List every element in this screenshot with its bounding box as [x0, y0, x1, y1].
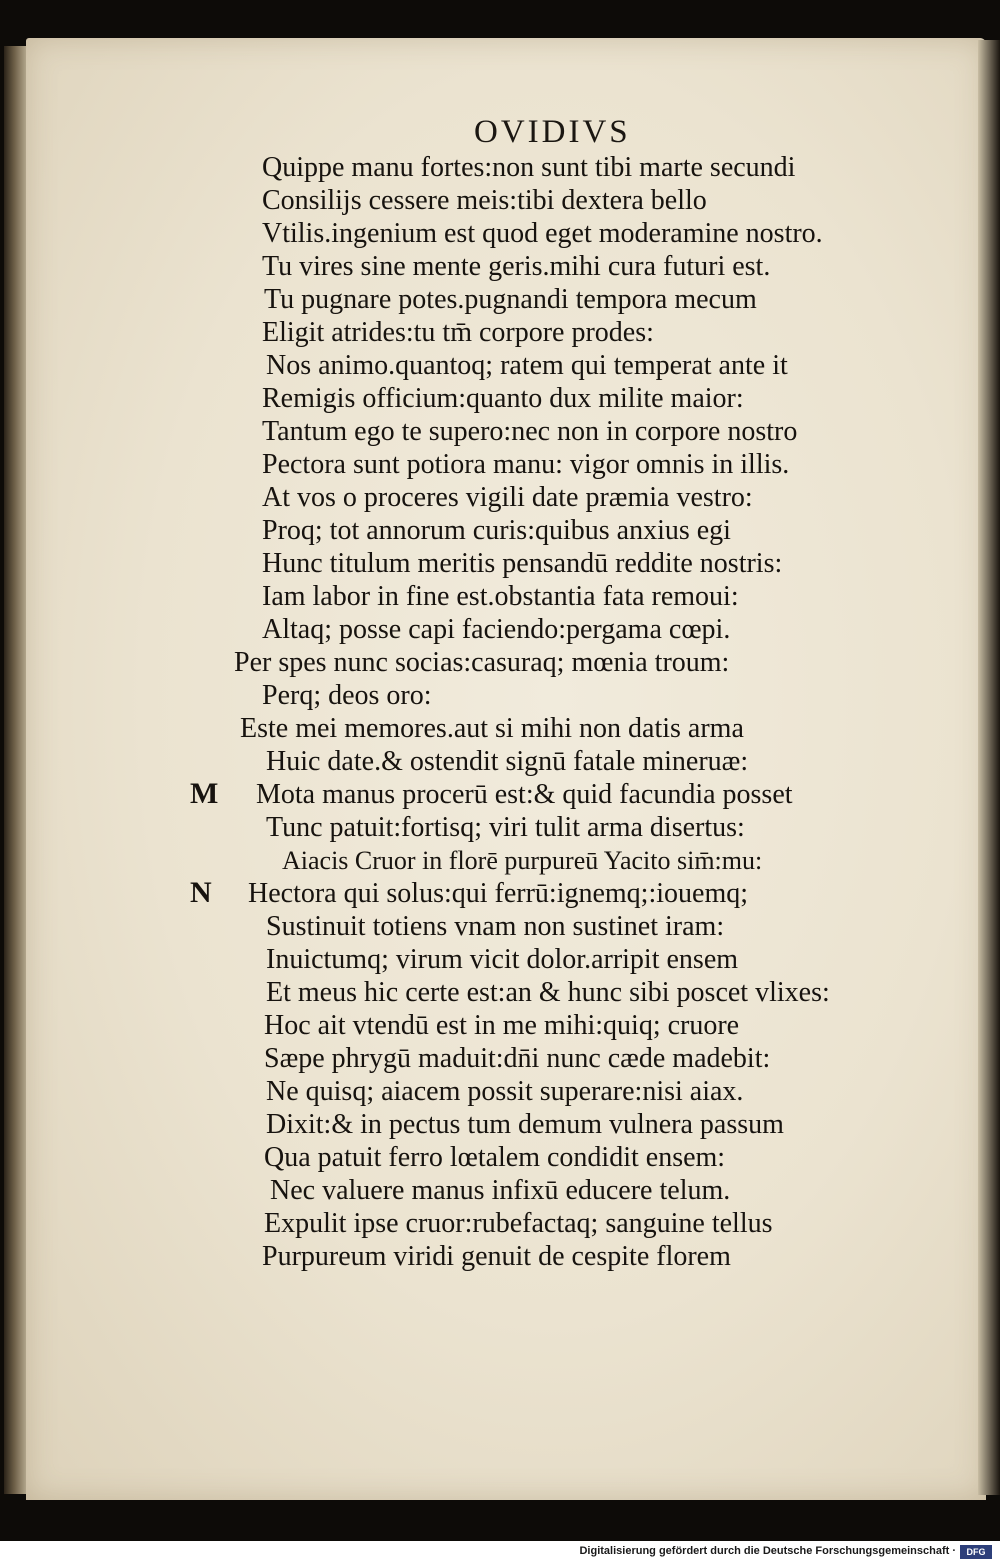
- verse-line: Purpureum viridi genuit de cespite florem: [262, 1241, 731, 1272]
- verse-line: Mota manus procerū est:& quid facundia posset: [256, 779, 793, 810]
- verse-line: Et meus hic certe est:an & hunc sibi poscet vlixes:: [266, 977, 830, 1008]
- verse-line: Vtilis.ingenium est quod eget moderamine nostro.: [262, 218, 823, 249]
- verse-line: Per spes nunc socias:casuraq; mœnia troum:: [234, 647, 730, 678]
- digitization-footer: [0, 1541, 1000, 1563]
- verse-line: Remigis officium:quanto dux milite maior:: [262, 383, 744, 414]
- verse-line: Eligit atrides:tu tm̄ corpore prodes:: [262, 317, 654, 348]
- verse-line: Qua patuit ferro lœtalem condidit ensem:: [264, 1142, 726, 1173]
- verse-line: Tantum ego te supero:nec non in corpore nostro: [262, 416, 798, 447]
- verse-line: Pectora sunt potiora manu: vigor omnis in illis.: [262, 449, 790, 480]
- page-edge-shadow: [978, 40, 1000, 1495]
- verse-line: At vos o proceres vigili date præmia vestro:: [262, 482, 753, 513]
- verse-line: Expulit ipse cruor:rubefactaq; sanguine tellus: [264, 1208, 773, 1239]
- verse-line: Hunc titulum meritis pensandū reddite nostris:: [262, 548, 783, 579]
- marginal-letter-m: M: [190, 777, 219, 810]
- verse-line: Nos animo.quantoq; ratem qui temperat ante it: [266, 350, 788, 381]
- marginal-letter-n: N: [190, 876, 212, 909]
- verse-line: Este mei memores.aut si mihi non datis arma: [240, 713, 744, 744]
- verse-line: Tu vires sine mente geris.mihi cura futuri est.: [262, 251, 771, 282]
- verse-line: Hoc ait vtendū est in me mihi:quiq; cruore: [264, 1010, 740, 1041]
- verse-line: Quippe manu fortes:non sunt tibi marte secundi: [262, 152, 796, 183]
- dfg-logo-icon: DFG: [960, 1545, 992, 1559]
- verse-line: Dixit:& in pectus tum demum vulnera passum: [266, 1109, 784, 1140]
- verse-line: Nec valuere manus infixū educere telum.: [270, 1175, 731, 1206]
- verse-line: Inuictumq; virum vicit dolor.arripit ensem: [266, 944, 739, 975]
- verse-line: Tu pugnare potes.pugnandi tempora mecum: [264, 284, 757, 315]
- verse-line: Huic date.& ostendit signū fatale mineruæ:: [266, 746, 749, 777]
- verse-line: Consilijs cessere meis:tibi dextera bello: [262, 185, 707, 216]
- running-title: OVIDIVS: [474, 114, 631, 150]
- verse-line: Perq; deos oro:: [262, 680, 432, 711]
- verse-line: Tunc patuit:fortisq; viri tulit arma disertus:: [266, 812, 745, 843]
- verse-line: Hectora qui solus:qui ferrū:ignemq;:iouemq;: [248, 878, 749, 909]
- verse-line: Sustinuit totiens vnam non sustinet iram:: [266, 911, 725, 942]
- verse-line: Iam labor in fine est.obstantia fata remoui:: [262, 581, 739, 612]
- verse-line: Altaq; posse capi faciendo:pergama cœpi.: [262, 614, 731, 645]
- verse-line: Proq; tot annorum curis:quibus anxius egi: [262, 515, 731, 546]
- marginal-heading-line: Aiacis Cruor in florē purpureū Yacito sim̄:mu:: [282, 846, 763, 875]
- funding-notice: Digitalisierung gefördert durch die Deutsche Forschungsgemeinschaft ·: [579, 1545, 956, 1557]
- verse-line: Ne quisq; aiacem possit superare:nisi aiax.: [266, 1076, 744, 1107]
- verse-line: Sæpe phrygū maduit:dn̄i nunc cæde madebit:: [264, 1043, 771, 1074]
